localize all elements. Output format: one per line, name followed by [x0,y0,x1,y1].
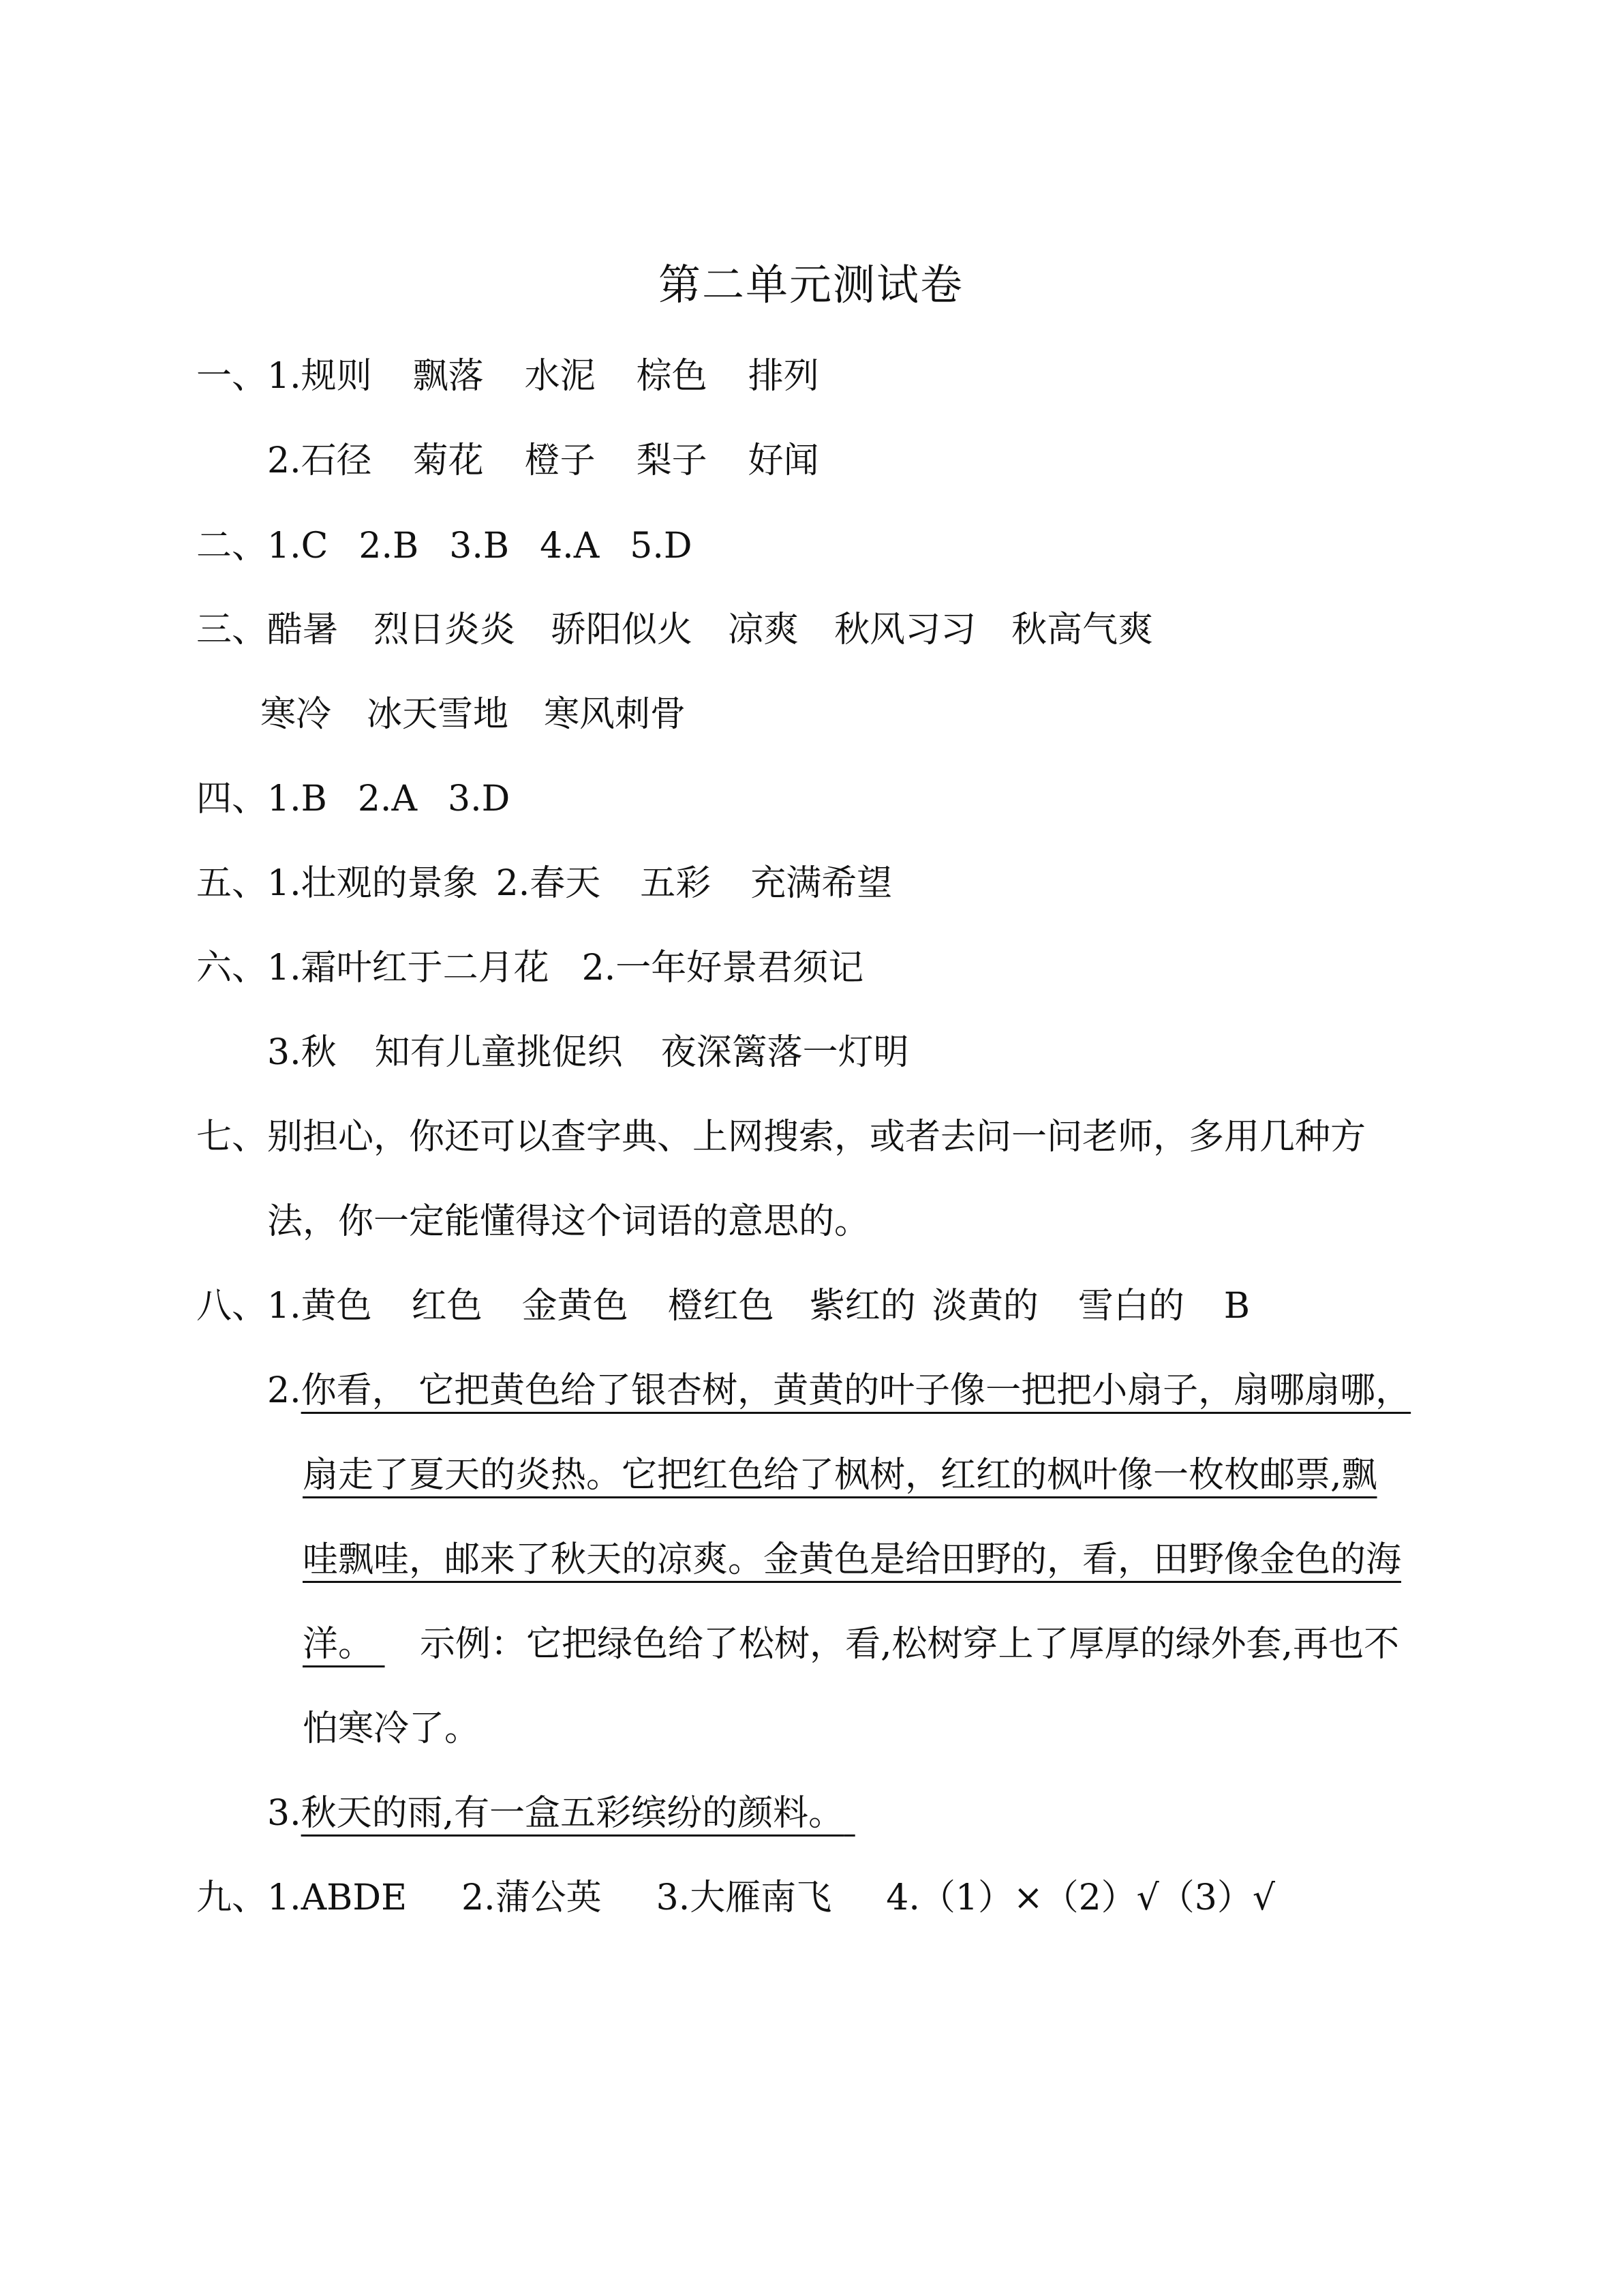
answer-item: 1.霜叶红于二月花 [267,948,549,988]
answer-text: 法，你一定能懂得这个词语的意思的。 [267,1201,870,1242]
answer-item: 棕色 [636,356,707,397]
answer-number: 2. [267,1370,301,1411]
section-8-line-1 [196,1282,1250,1331]
answer-item: 1.C [267,526,328,567]
answer-item: 五彩 [640,863,711,904]
answer-number: 3. [267,1793,301,1834]
section-9-label: 九、 [196,1877,268,1918]
answer-item: 菊花 [412,440,484,481]
underlined-answer-text: 你看， 它把黄色给了银杏树，黄黄的叶子像一把把小扇子，扇哪扇哪， [301,1370,1411,1411]
answer-item: 2.春天 [495,863,601,904]
answer-item: 秋风习习 [834,609,977,650]
answer-item: 1.壮观的景象 [267,863,478,904]
answer-item: 1.黄色 [267,1286,372,1327]
section-9-line [196,1873,1275,1922]
answer-item: 1.B [267,779,327,819]
answer-item: 2.B [358,526,419,567]
answer-item: B [1223,1286,1250,1327]
answer-item: 金黄色 [521,1286,628,1327]
section-1-line-2 [267,436,819,485]
underlined-answer-text: 秋天的雨,有一盒五彩缤纷的颜料。 [301,1793,844,1834]
section-5-label: 五、 [196,863,268,904]
answer-item: 2.蒲公英 [461,1877,602,1918]
section-6-line-1 [196,943,863,993]
section-2-line [196,522,692,571]
answer-item: 4.（1）×（2）√（3）√ [886,1877,1276,1918]
answer-item: 淡黄的 [932,1286,1039,1327]
answer-item: 排列 [748,356,819,397]
answer-item: 秋高气爽 [1011,609,1154,650]
answer-item: 橙红色 [667,1286,774,1327]
answer-item: 梨子 [636,440,707,481]
answer-item: 凉爽 [728,609,799,650]
section-1-label: 一、 [196,356,268,397]
section-1-line-1 [196,352,819,401]
answer-item: 飘落 [412,356,484,397]
answer-item: 橙子 [524,440,596,481]
answer-item: 3.大雁南飞 [656,1877,832,1918]
section-3-line-1 [196,605,1153,654]
section-7-label: 七、 [196,1117,268,1158]
answer-item: 寒风刺骨 [544,694,686,735]
answer-item: 3.D [448,779,510,819]
section-3-label: 三、 [196,609,268,650]
underlined-answer-text: 扇走了夏天的炎热。它把红色给了枫树，红红的枫叶像一枚枚邮票,飘 [303,1455,1377,1496]
answer-item: 2.一年好景君须记 [581,948,864,988]
answer-item: 雪白的 [1077,1286,1184,1327]
section-8-label: 八、 [196,1286,268,1327]
answer-item: 冰天雪地 [367,694,509,735]
page-title: 第二单元测试卷 [658,260,964,309]
section-3-line-2 [260,690,686,739]
answer-item: 夜深篱落一灯明 [660,1032,909,1073]
answer-item: 水泥 [524,356,596,397]
answer-item: 4.A [540,526,600,567]
example-text: 怕寒冷了。 [303,1708,480,1749]
answer-item: 5.D [630,526,692,567]
section-8-paragraph-2-line-4 [303,1620,1399,1669]
answer-item: 红色 [411,1286,483,1327]
section-7-line-1 [196,1113,1366,1162]
underlined-answer-text: 哇飘哇，邮来了秋天的凉爽。金黄色是给田野的，看，田野像金色的海 [303,1539,1402,1580]
section-8-paragraph-2-line-1 [267,1366,1411,1415]
answer-item: 2.石径 [267,440,372,481]
section-4-label: 四、 [196,779,268,819]
answer-item: 好闻 [748,440,819,481]
answer-item: 1.规则 [267,356,372,397]
section-8-paragraph-2-line-5 [303,1704,480,1753]
section-5-line [196,859,892,908]
answer-item: 3.B [449,526,510,567]
answer-item: 2.A [357,779,418,819]
example-text: 示例：它把绿色给了松树，看,松树穿上了厚厚的绿外套,再也不 [420,1624,1400,1665]
section-8-paragraph-3 [267,1789,879,1838]
answer-item: 烈日炎炎 [373,609,516,650]
section-6-line-2 [267,1028,909,1077]
answer-item: 知有儿童挑促织 [374,1032,623,1073]
answer-item: 骄阳似火 [551,609,693,650]
answer-item: 充满希望 [750,863,893,904]
answer-item: 3.秋 [267,1032,337,1073]
answer-item: 1.ABDE [267,1877,408,1918]
section-4-line [196,774,510,824]
answer-text: 别担心，你还可以查字典、上网搜索，或者去问一问老师，多用几种方 [267,1117,1366,1158]
section-8-paragraph-2-line-2 [303,1451,1377,1500]
section-7-line-2 [267,1197,870,1246]
section-6-label: 六、 [196,948,268,988]
underlined-answer-text: 洋。 [303,1624,374,1665]
answer-item: 酷暑 [267,609,339,650]
answer-item: 紫红的 [809,1286,916,1327]
section-2-label: 二、 [196,526,268,567]
section-8-paragraph-2-line-3 [303,1535,1401,1584]
answer-item: 寒冷 [260,694,332,735]
